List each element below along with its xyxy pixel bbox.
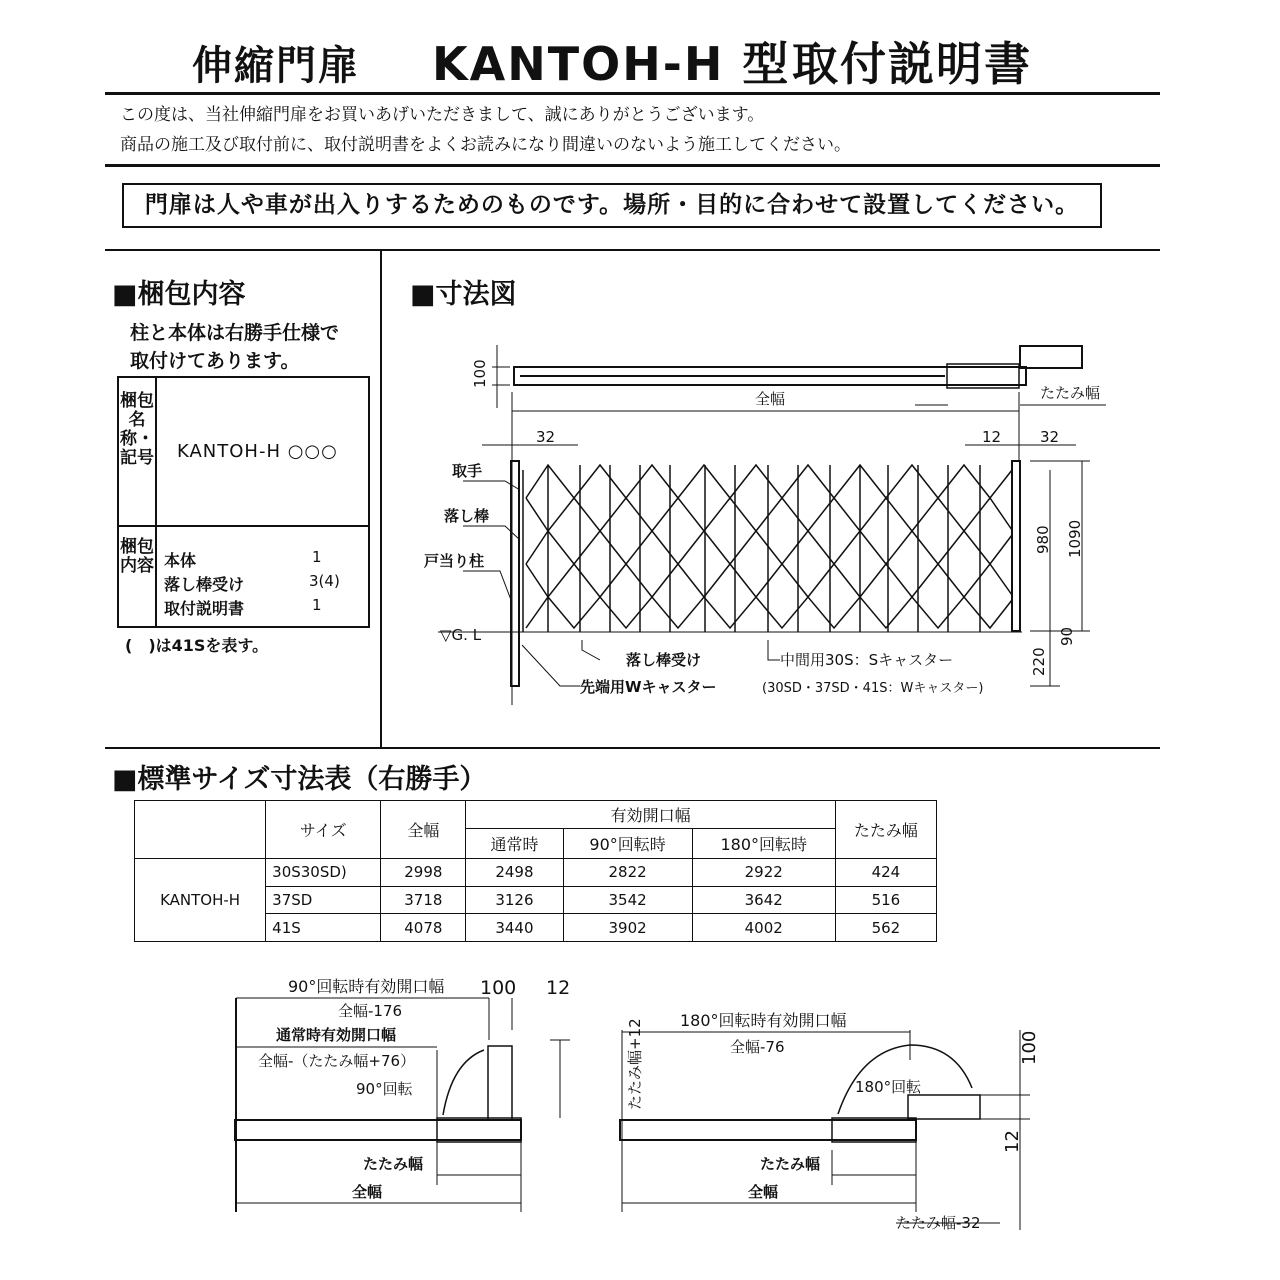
th-open: 有効開口幅 [466,801,835,829]
cell-fold: 424 [835,859,936,887]
th-180: 180°回転時 [692,829,835,859]
label-rod-receiver: 落し棒受け [626,651,702,669]
packing-heading: ■梱包内容 [112,279,246,310]
rot180-gate-bar [620,1120,916,1140]
dim-1090: 1090 [1066,519,1084,558]
dim-220: 220 [1030,647,1048,676]
rot180-open: 180°回転時有効開口幅 [680,1011,847,1030]
item-qty: 1 [312,596,322,614]
item-name: 本体 [164,551,197,570]
th-90: 90°回転時 [563,829,692,859]
item-name: 落し棒受け [164,575,245,594]
cell-size: 37SD [266,886,381,914]
cell-width: 2998 [381,859,466,887]
label-mid-caster-note: (30SD・37SD・41S：Wキャスター) [762,681,984,696]
package-name: KANTOH-H ○○○ [177,441,338,462]
label-handle: 取手 [452,462,483,480]
cell-180: 3642 [692,886,835,914]
rot90-fold-plus: たたみ幅+12 [626,1018,644,1110]
notice-box: 門扉は人や車が出入りするためのものです。場所・目的に合わせて設置してください。 [122,183,1102,228]
std-size-table [134,800,937,942]
rot180-formula: 全幅-76 [730,1038,785,1056]
dim-12: 12 [982,428,1002,446]
rot180-fold-minus: たたみ幅-32 [896,1214,981,1232]
cell-180: 4002 [692,914,835,942]
title-model: KANTOH-H 型 [432,37,791,91]
rot180-width: 全幅 [748,1183,779,1201]
label-stop-post: 戸当り柱 [424,552,485,570]
label-gl: ▽G. L [440,626,482,644]
rot90-normal: 通常時有効開口幅 [276,1026,397,1044]
dim-32a: 32 [536,428,556,446]
stop-post [1012,461,1020,631]
cell-90: 3542 [563,886,692,914]
cell-fold: 562 [835,914,936,942]
th-fold: たたみ幅 [835,801,936,859]
intro-line-1: この度は、当社伸縮門扉をお買いあげいただきまして、誠にありがとうございます。 [120,105,765,125]
dimension-heading: ■寸法図 [410,279,517,310]
dim-32b: 32 [1040,428,1060,446]
cell-normal: 3126 [466,886,563,914]
packing-desc-1: 柱と本体は右勝手仕様で [130,322,340,344]
model-cell: KANTOH-H [135,859,266,942]
cell-fold: 516 [835,886,936,914]
cell-normal: 2498 [466,859,563,887]
cell-width: 3718 [381,886,466,914]
folded-top-block [1020,346,1082,368]
th-width: 全幅 [381,801,466,859]
rot90-12: 12 [546,977,571,999]
empty-cell [135,801,266,859]
rot90-open: 90°回転時有効開口幅 [288,977,445,996]
label-w-caster: 先端用Wキャスター [580,678,717,696]
label-mid-caster: 中間用30S：Sキャスター [780,651,954,669]
rot90-100: 100 [480,977,517,999]
dim-980: 980 [1034,525,1052,554]
rot90-label: 90°回転 [356,1080,413,1098]
th-normal: 通常時 [466,829,563,859]
dim-90: 90 [1058,626,1076,646]
cell-180: 2922 [692,859,835,887]
cell-size: 41S [266,914,381,942]
th-size: サイズ [266,801,381,859]
rot180-12: 12 [1002,1130,1023,1153]
packing-desc-2: 取付けてあります。 [130,350,300,372]
rot90-fold: たたみ幅 [363,1155,424,1173]
intro-line-2: 商品の施工及び取付前に、取付説明書をよくお読みになり間違いのないよう施工してください。 [120,135,851,155]
rot180-fold: たたみ幅 [760,1155,821,1173]
packing-note: ( )は41Sを表す。 [125,636,269,655]
dim-100: 100 [471,359,489,388]
rot90-width: 全幅 [352,1183,383,1201]
rot90-formula2: 全幅-（たたみ幅+76） [258,1052,416,1070]
label-package-contents: 梱包内容 [120,537,154,576]
cell-size: 30S30SD) [266,859,381,887]
rot90-formula1: 全幅-176 [338,1002,403,1020]
dim-tatami: たたみ幅 [1040,384,1101,402]
rot180-100: 100 [1019,1030,1040,1065]
rot90-gate-bar [235,1120,521,1140]
rot180-label: 180°回転 [855,1078,922,1096]
cell-90: 2822 [563,859,692,887]
dim-zenpuku: 全幅 [755,390,786,408]
item-qty: 1 [312,548,322,566]
cell-width: 4078 [381,914,466,942]
label-drop-rod: 落し棒 [444,507,490,525]
std-table-heading: ■標準サイズ寸法表（右勝手） [112,764,487,795]
item-name: 取付説明書 [164,599,245,618]
title-product: 伸縮門扉 [192,43,360,89]
title-doc: 取付説明書 [792,37,1032,91]
cell-90: 3902 [563,914,692,942]
item-qty: 3(4) [309,572,340,590]
cell-normal: 3440 [466,914,563,942]
label-package-name: 梱包名称・記号 [120,391,154,468]
